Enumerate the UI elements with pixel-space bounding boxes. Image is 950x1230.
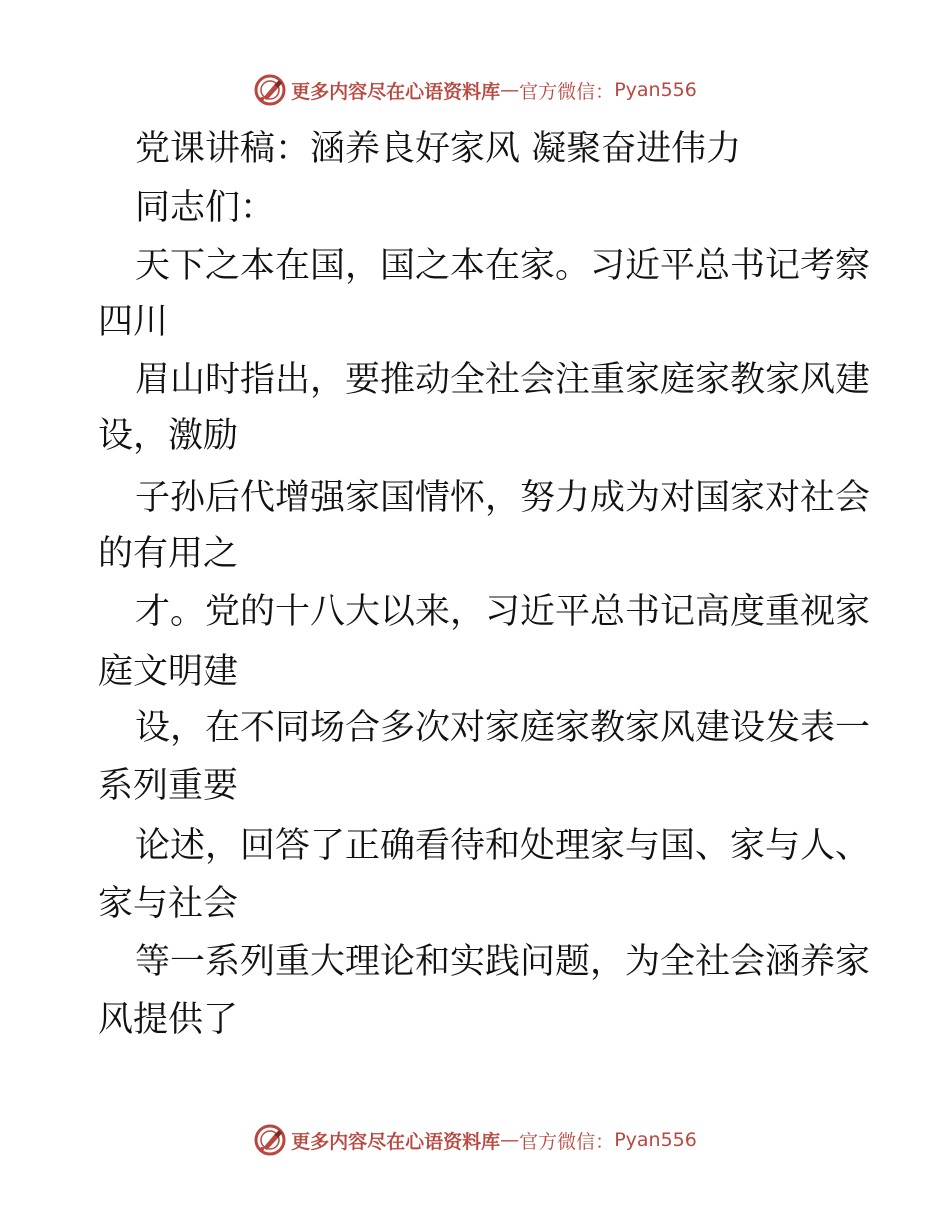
watermark-wechat-id: Pyan556 [614,79,697,101]
watermark-label: 官方微信： [519,80,615,103]
text-line: 设，激励 [98,416,239,456]
text-line: 系列重要 [98,766,239,806]
text-line: 的有用之 [98,534,239,574]
document-title: 党课讲稿：涵养良好家风 凝聚奋进伟力 [135,129,742,169]
watermark-separator: — [500,1129,520,1151]
watermark-label: 官方微信： [519,1130,615,1153]
watermark-brand: 更多内容尽在心语资料库 [291,1130,501,1153]
watermark-wechat-id: Pyan556 [614,1129,697,1151]
pen-nib-logo-icon [253,1123,287,1157]
text-line: 眉山时指出，要推动全社会注重家庭家教家风建 [135,360,871,400]
text-line: 才。党的十八大以来，习近平总书记高度重视家 [135,592,871,632]
watermark-brand: 更多内容尽在心语资料库 [291,80,501,103]
text-line: 四川 [98,302,169,342]
text-line: 风提供了 [98,1000,239,1040]
text-line: 等一系列重大理论和实践问题，为全社会涵养家 [135,942,871,982]
text-line: 天下之本在国，国之本在家。习近平总书记考察 [135,246,871,286]
text-line: 论述，回答了正确看待和处理家与国、家与人、 [135,826,871,866]
header-watermark [0,70,950,110]
watermark-separator: — [500,79,520,101]
text-line: 庭文明建 [98,652,239,692]
text-line: 子孙后代增强家国情怀，努力成为对国家对社会 [135,478,871,518]
salutation: 同志们： [135,188,276,228]
text-line: 家与社会 [98,884,239,924]
pen-nib-logo-icon [253,73,287,107]
text-line: 设，在不同场合多次对家庭家教家风建设发表一 [135,708,871,748]
footer-watermark [0,1120,950,1160]
